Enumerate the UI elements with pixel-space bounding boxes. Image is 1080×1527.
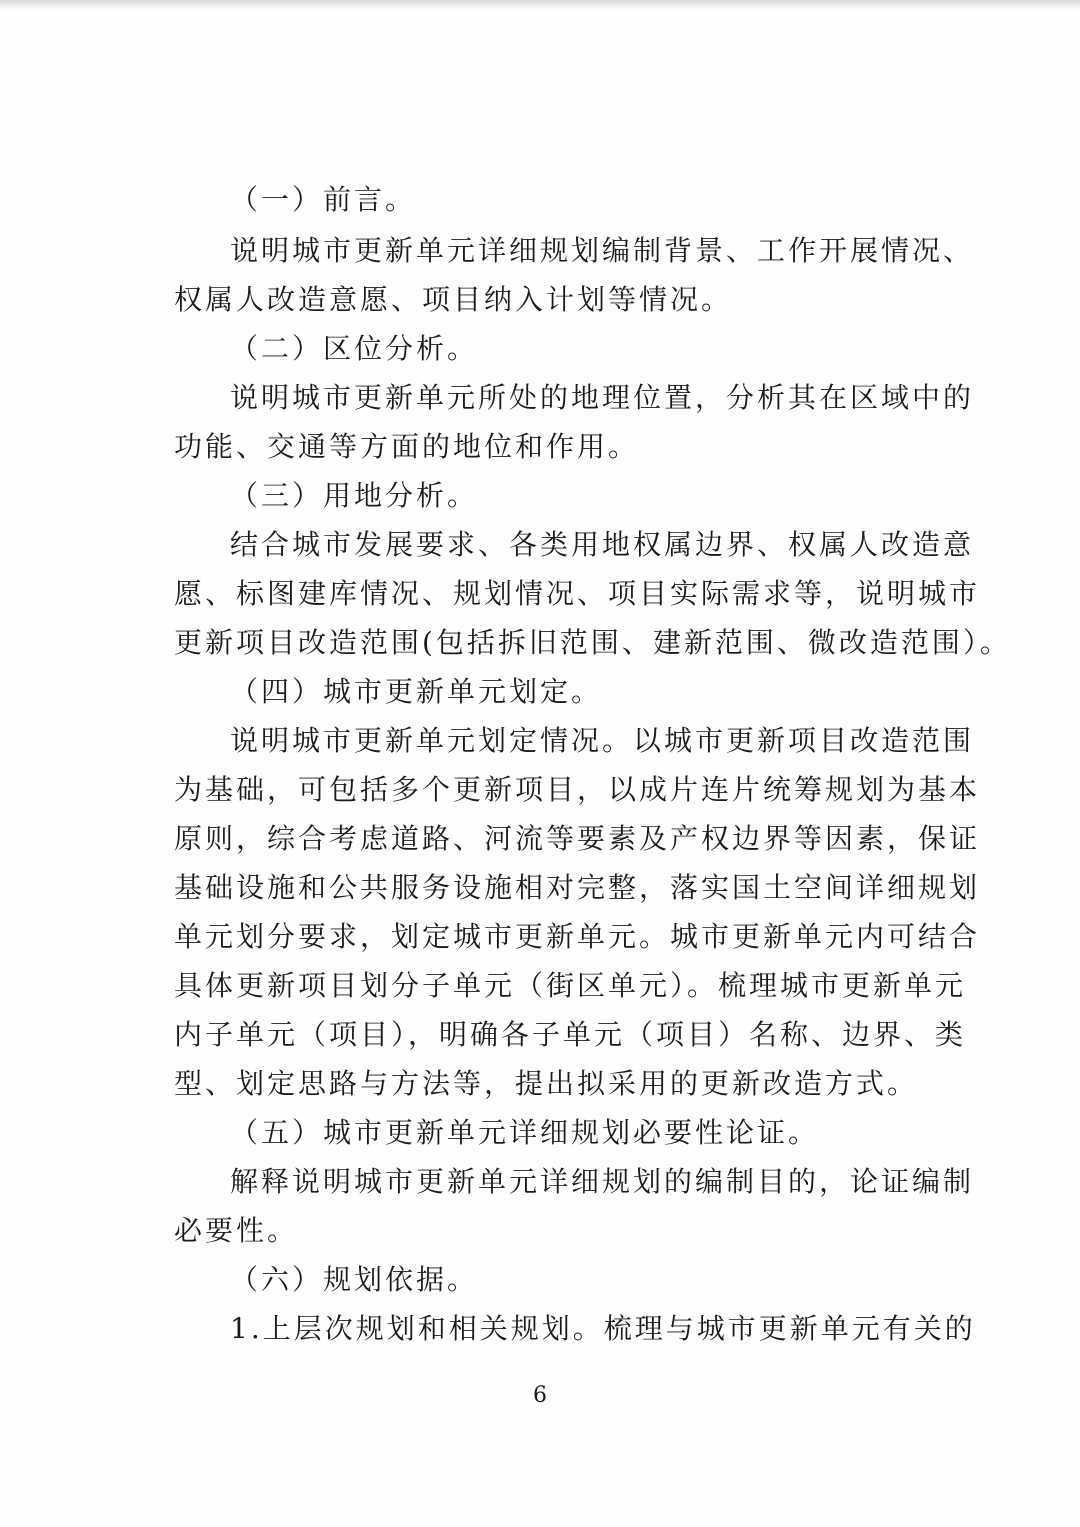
paragraph-line: 必要性。 [174, 1214, 299, 1247]
paragraph-line: 1.上层次规划和相关规划。梳理与城市更新单元有关的 [230, 1312, 976, 1345]
paragraph-line: 说明城市更新单元所处的地理位置，分析其在区域中的 [230, 381, 975, 414]
paragraph-line: 为基础，可包括多个更新项目，以成片连片统筹规划为基本 [174, 773, 981, 806]
paragraph-line: 说明城市更新单元划定情况。以城市更新项目改造范围 [230, 724, 975, 757]
paragraph-line: 单元划分要求，划定城市更新单元。城市更新单元内可结合 [174, 920, 981, 953]
section-heading-3: （三）用地分析。 [230, 479, 479, 512]
paragraph-line: 更新项目改造范围(包括拆旧范围、建新范围、微改造范围）。 [174, 626, 1011, 659]
paragraph-line: 原则，综合考虑道路、河流等要素及产权边界等因素，保证 [174, 822, 981, 855]
paragraph-line: 解释说明城市更新单元详细规划的编制目的，论证编制 [230, 1165, 975, 1198]
paragraph-line: 说明城市更新单元详细规划编制背景、工作开展情况、 [230, 234, 975, 267]
scan-edge-shadow [0, 0, 1080, 10]
section-heading-6: （六）规划依据。 [230, 1263, 479, 1296]
paragraph-line: 基础设施和公共服务设施相对完整，落实国土空间详细规划 [174, 871, 981, 904]
paragraph-line: 结合城市发展要求、各类用地权属边界、权属人改造意 [230, 528, 975, 561]
section-heading-1: （一）前言。 [230, 183, 417, 216]
section-heading-4: （四）城市更新单元划定。 [230, 675, 603, 708]
section-heading-2: （二）区位分析。 [230, 332, 479, 365]
page-number: 6 [533, 1383, 547, 1408]
paragraph-line: 愿、标图建库情况、规划情况、项目实际需求等，说明城市 [174, 577, 981, 610]
paragraph-line: 权属人改造意愿、项目纳入计划等情况。 [174, 283, 733, 316]
paragraph-line: 功能、交通等方面的地位和作用。 [174, 430, 640, 463]
paragraph-line: 内子单元（项目），明确各子单元（项目）名称、边界、类 [174, 1018, 967, 1051]
section-heading-5: （五）城市更新单元详细规划必要性论证。 [230, 1116, 820, 1149]
paragraph-line: 型、划定思路与方法等，提出拟采用的更新改造方式。 [174, 1067, 919, 1100]
paragraph-line: 具体更新项目划分子单元（街区单元）。梳理城市更新单元 [174, 969, 967, 1002]
